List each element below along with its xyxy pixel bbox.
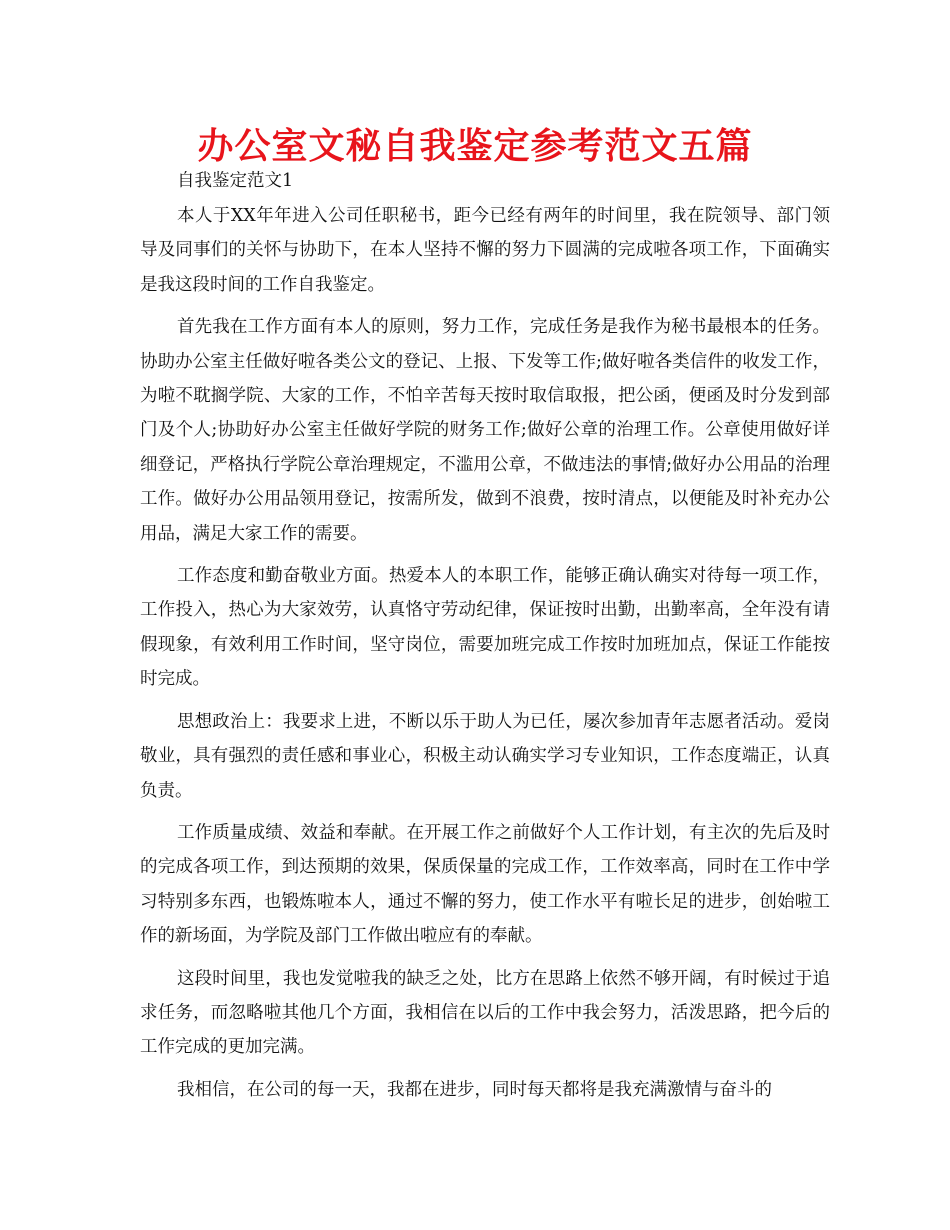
paragraph-4: 思想政治上：我要求上进，不断以乐于助人为已任，屡次参加青年志愿者活动。爱岗敬业，具有强烈的责任感和事业心，积极主动认确实学习专业知识，工作态度端正，认真负责。 <box>140 711 830 801</box>
paragraph-6: 这段时间里，我也发觉啦我的缺乏之处，比方在思路上依然不够开阔，有时候过于追求任务，而忽略啦其他几个方面，我相信在以后的工作中我会努力，活泼思路，把今后的工作完成的更加完满。 <box>140 968 830 1058</box>
paragraph-2: 首先我在工作方面有本人的原则，努力工作，完成任务是我作为秘书最根本的任务。协助办公室主任做好啦各类公文的登记、上报、下发等工作;做好啦各类信件的收发工作，为啦不耽搁学院、大家的工作，不怕辛苦每天按时取信取报，把公函，便函及时分发到部门及个人;协助好办公室主任做好学院的财务工作;做好公章的治理工作。公章使用做好详细登记，严格执行学院公章治理规定，不滥用公章，不做违法的事情;做好办公用品的治理工作。做好办公用品领用登记，按需所发，做到不浪费，按时清点，以便能及时补充办公用品，满足大家工作的需要。 <box>140 317 830 544</box>
paragraph-1: 本人于XX年年进入公司任职秘书，距今已经有两年的时间里，我在院领导、部门领导及同事们的关怀与协助下，在本人坚持不懈的努力下圆满的完成啦各项工作，下面确实是我这段时间的工作自我鉴定。 <box>140 206 830 295</box>
paragraph-3: 工作态度和勤奋敬业方面。热爱本人的本职工作，能够正确认确实对待每一项工作，工作投入，热心为大家效劳，认真恪守劳动纪律，保证按时出勤，出勤率高，全年没有请假现象，有效利用工作时间，坚守岗位，需要加班完成工作按时加班加点，保证工作能按时完成。 <box>140 566 830 690</box>
document-title: 办公室文秘自我鉴定参考范文五篇 <box>197 126 753 167</box>
document-body <box>140 168 830 1115</box>
paragraph-7: 我相信，在公司的每一天，我都在进步，同时每天都将是我充满激情与奋斗的 <box>177 1079 772 1100</box>
paragraph-5: 工作质量成绩、效益和奉献。在开展工作之前做好个人工作计划，有主次的先后及时的完成各项工作，到达预期的效果，保质保量的完成工作，工作效率高，同时在工作中学习特别多东西，也锻炼啦本人，通过不懈的努力，使工作水平有啦长足的进步，创始啦工作的新场面，为学院及部门工作做出啦应有的奉献。 <box>140 822 830 947</box>
section-heading: 自我鉴定范文1 <box>177 171 294 191</box>
